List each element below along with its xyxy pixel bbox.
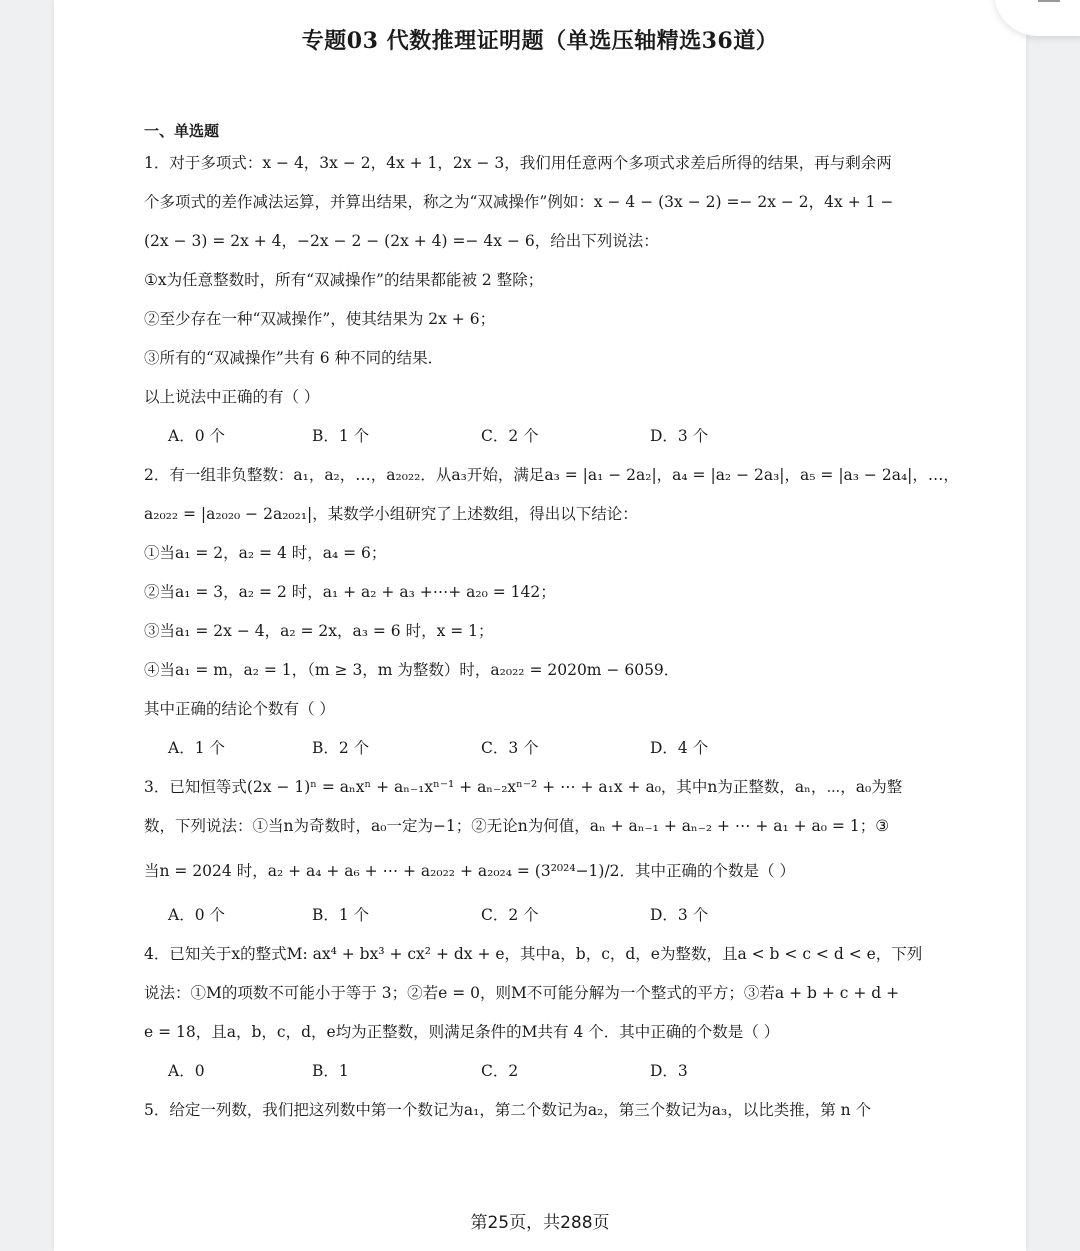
question-line: ②当a₁ = 3，a₂ = 2 时，a₁ + a₂ + a₃ +⋯+ a₂₀ = 142；	[144, 583, 556, 601]
question-line: ②至少存在一种“双减操作”，使其结果为 2x + 6；	[144, 310, 496, 328]
question-line: (2x − 3) = 2x + 4，−2x − 2 − (2x + 4) =− 4x − 6，给出下列说法：	[144, 232, 659, 250]
question-line: 3．已知恒等式(2x − 1)ⁿ = aₙxⁿ + aₙ₋₁xⁿ⁻¹ + aₙ₋₂xⁿ⁻² + ⋯ + a₁x + a₀，其中n为正整数，aₙ，⋯，a₀为整	[144, 778, 903, 796]
section-heading: 一、单选题	[144, 122, 220, 140]
question-line: 以上说法中正确的有（ ）	[144, 388, 320, 406]
option-d: D．4 个	[650, 739, 709, 757]
question-line: ④当a₁ = m，a₂ = 1，（m ≥ 3，m 为整数）时，a₂₀₂₂ = 2020m − 6059．	[144, 661, 680, 679]
option-b: B．1 个	[312, 427, 370, 445]
answer-options	[144, 729, 939, 768]
answer-options	[144, 896, 939, 935]
question-4	[144, 935, 939, 1091]
question-line: a₂₀₂₂ = |a₂₀₂₀ − 2a₂₀₂₁|，某数学小组研究了上述数组，得出以下结论：	[144, 505, 638, 523]
question-2	[144, 456, 959, 768]
question-line: 个多项式的差作减法运算，并算出结果，称之为“双减操作”例如：x − 4 − (3x − 2) =− 2x − 2，4x + 1 −	[144, 193, 894, 211]
question-line: 4．已知关于x的整式M: ax⁴ + bx³ + cx² + dx + e，其中a，b，c，d，e为整数，且a < b < c < d < e，下列	[144, 945, 923, 963]
option-d: D．3	[650, 1062, 688, 1080]
option-c: C．2 个	[481, 906, 539, 924]
question-line: ③当a₁ = 2x − 4，a₂ = 2x，a₃ = 6 时，x = 1；	[144, 622, 494, 640]
option-d: D．3 个	[650, 906, 709, 924]
option-a: A．0	[168, 1062, 205, 1080]
option-c: C．2	[481, 1062, 519, 1080]
question-line: ③所有的“双减操作”共有 6 种不同的结果．	[144, 349, 444, 367]
question-line: 数，下列说法：①当n为奇数时，a₀一定为−1；②无论n为何值，aₙ + aₙ₋₁ + aₙ₋₂ + ⋯ + a₁ + a₀ = 1；③	[144, 817, 890, 835]
option-c: C．3 个	[481, 739, 539, 757]
question-line: 说法：①M的项数不可能小于等于 3；②若e = 0，则M不可能分解为一个整式的平方；③若a + b + c + d +	[144, 984, 900, 1002]
question-line: 2．有一组非负整数：a₁，a₂，…，a₂₀₂₂．从a₃开始，满足a₃ = |a₁ − 2a₂|，a₄ = |a₂ − 2a₃|，a₅ = |a₃ − 2a₄|，…，	[144, 466, 959, 484]
document-content	[144, 118, 959, 1130]
option-d: D．3 个	[650, 427, 709, 445]
question-3	[144, 768, 939, 935]
option-b: B．1 个	[312, 906, 370, 924]
option-b: B．2 个	[312, 739, 370, 757]
option-a: A．0 个	[168, 427, 225, 445]
question-line: ①x为任意整数时，所有“双减操作”的结果都能被 2 整除；	[144, 271, 544, 289]
answer-options	[144, 417, 939, 456]
question-5	[144, 1091, 939, 1130]
page-title: 专题03 代数推理证明题（单选压轴精选36道）	[301, 28, 779, 54]
question-line: e = 18，且a，b，c，d，e均为正整数，则满足条件的M共有 4 个．其中正确的个数是（ ）	[144, 1023, 780, 1041]
page-number: 第25页，共288页	[470, 1213, 610, 1233]
question-1	[144, 144, 939, 456]
option-a: A．0 个	[168, 906, 225, 924]
option-a: A．1 个	[168, 739, 225, 757]
option-c: C．2 个	[481, 427, 539, 445]
question-line: 1．对于多项式：x − 4，3x − 2，4x + 1，2x − 3，我们用任意两个多项式求差后所得的结果，再与剩余两	[144, 154, 892, 172]
question-line: 其中正确的结论个数有（ ）	[144, 700, 335, 718]
question-line: ①当a₁ = 2，a₂ = 4 时，a₄ = 6；	[144, 544, 387, 562]
question-line: 5．给定一列数，我们把这列数中第一个数记为a₁，第二个数记为a₂，第三个数记为a₃，以比类推，第 n 个	[144, 1101, 872, 1119]
answer-options	[144, 1052, 939, 1091]
option-b: B．1	[312, 1062, 349, 1080]
question-line: 当n = 2024 时，a₂ + a₄ + a₆ + ⋯ + a₂₀₂₂ + a₂₀₂₄ = (3²⁰²⁴−1)/2．其中正确的个数是（ ）	[144, 862, 795, 880]
